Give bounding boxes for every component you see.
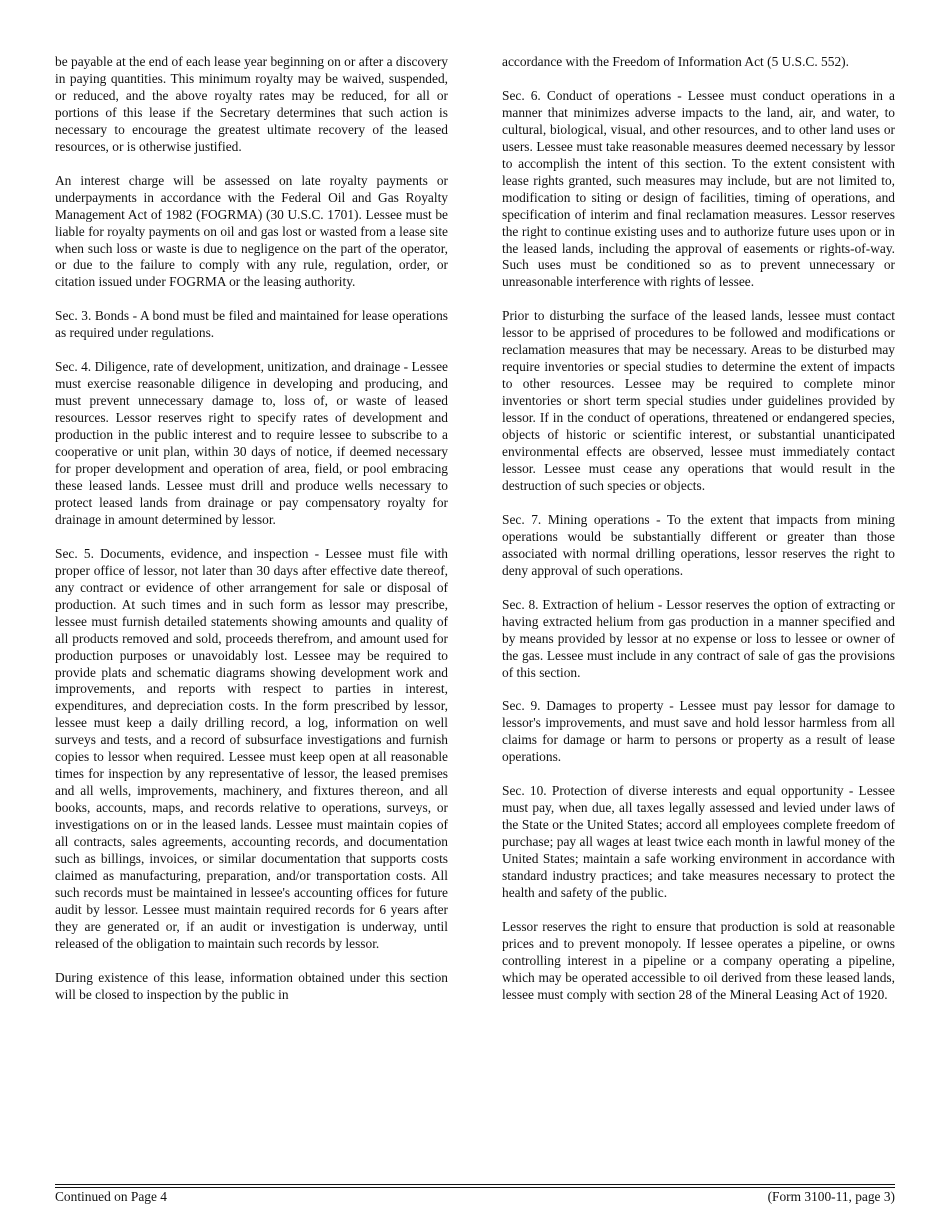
- paragraph-sec-9-damages: Sec. 9. Damages to property - Lessee must pay lessor for damage to lessor's improvements, and must save and hold lessor harmless from all claims for damage or harm to persons or property as a result of lease operations.: [502, 698, 895, 765]
- paragraph-pipeline-monopoly: Lessor reserves the right to ensure that production is sold at reasonable prices and to prevent monopoly. If lessee operates a pipeline, or owns controlling interest in a pipeline or a company operating a pipeline, which may be operated accessible to oil derived from these leased lands, lessee must comply with section 28 of the Mineral Leasing Act of 1920.: [502, 918, 895, 1002]
- paragraph-interest-charge: An interest charge will be assessed on late royalty payments or underpayments in accordance with the Federal Oil and Gas Royalty Management Act of 1982 (FOGRMA) (30 U.S.C. 1701). Lessee must be liable for royalty payments on oil and gas lost or wasted from a lease site when such loss or waste is due to negligence on the part of the operator, or due to the failure to comply with any rule, regulation, order, or citation issued under FOGRMA or the leasing authority.: [55, 172, 448, 290]
- paragraph-sec-10-protection: Sec. 10. Protection of diverse interests and equal opportunity - Lessee must pay, when due, all taxes legally assessed and levied under laws of the State or the United States; accord all employees complete freedom of purchase; pay all wages at least twice each month in lawful money of the United States; maintain a safe working environment in accordance with standard industry practices; and take measures necessary to protect the health and safety of the public.: [502, 783, 895, 900]
- right-text-column: [502, 54, 895, 1004]
- paragraph-sec-5-documents: Sec. 5. Documents, evidence, and inspection - Lessee must file with proper office of lessor, not later than 30 days after effective date thereof, any contract or evidence of other arrangement for sale or disposal of production. At such times and in such form as lessor may prescribe, lessee must furnish detailed statements showing amounts and quality of all products removed and sold, proceeds therefrom, and amount used for production purposes or unavoidably lost. Lessee may be required to provide plats and schematic diagrams showing development work and improvements, and reports with respect to parties in interest, expenditures, and depreciation costs. In the form prescribed by lessor, lessee must keep a daily drilling record, a log, information on well surveys and tests, and a record of subsurface investigations and furnish copies to lessor when required. Lessee must keep open at all reasonable times for inspection by any representative of lessor, the leased premises and all wells, improvements, machinery, and fixtures thereon, and all books, accounts, maps, and records relative to operations, surveys, or investigations on or in the leased lands. Lessee must maintain copies of all contracts, sales agreements, accounting records, and documentation such as billings, invoices, or similar documentation that supports costs claimed as manufacturing, preparation, and/or transportation costs. All such records must be maintained in lessee's accounting offices for future audit by lessor. Lessee must maintain required records for 6 years after they are generated or, if an audit or investigation is underway, until released of the obligation to maintain such records by lessor.: [55, 545, 448, 951]
- paragraph-surface-disturbance: Prior to disturbing the surface of the leased lands, lessee must contact lessor to be apprised of procedures to be followed and modifications or reclamation measures that may be necessary. Areas to be disturbed may require inventories or special studies to determine the extent of impacts to other resources. Lessee may be required to complete minor inventories or short term special studies under guidelines provided by lessor. If in the conduct of operations, threatened or endangered species, objects of historic or scientific interest, or substantial unanticipated environmental effects are observed, lessee must immediately contact lessor. Lessee must cease any operations that would result in the destruction of such species or objects.: [502, 308, 895, 493]
- paragraph-foia-continuation: accordance with the Freedom of Information Act (5 U.S.C. 552).: [502, 54, 849, 69]
- paragraph-information-closed: During existence of this lease, information obtained under this section will be closed to inspection by the public in: [55, 969, 448, 1002]
- paragraph-sec-4-diligence: Sec. 4. Diligence, rate of development, unitization, and drainage - Lessee must exercise reasonable diligence in developing and producing, and must prevent unnecessary damage to, loss of, or waste of leased resources. Lessor reserves right to specify rates of development and production in the public interest and to require lessee to subscribe to a cooperative or unit plan, within 30 days of notice, if deemed necessary for proper development and operation of area, field, or pool embracing these leased lands. Lessee must drill and produce wells necessary to protect leased lands from drainage or pay compensatory royalty for drainage in amount determined by lessor.: [55, 359, 448, 527]
- paragraph-sec-6-conduct: Sec. 6. Conduct of operations - Lessee must conduct operations in a manner that minimizes adverse impacts to the land, air, and water, to cultural, biological, visual, and other resources, and to other land uses or users. Lessee must take reasonable measures deemed necessary by lessor to accomplish the intent of this section. To the extent consistent with lease rights granted, such measures may include, but are not limited to, modification to siting or design of facilities, timing of operations, and specification of interim and final reclamation measures. Lessor reserves the right to continue existing uses and to authorize future uses upon or in the leased lands, including the approval of easements or rights-of-way. Such uses must be conditioned so as to prevent unnecessary or unreasonable interference with rights of lessee.: [502, 87, 895, 290]
- paragraph-sec-8-helium: Sec. 8. Extraction of helium - Lessor reserves the option of extracting or having extracted helium from gas production in a manner specified and by means provided by lessor at no expense or loss to lessee or owner of the gas. Lessee must include in any contract of sale of gas the provisions of this section.: [502, 596, 895, 680]
- left-text-column: [55, 54, 448, 1004]
- footer-form-id: (Form 3100-11, page 3): [767, 1189, 895, 1204]
- paragraph-sec-7-mining: Sec. 7. Mining operations - To the extent that impacts from mining operations would be substantially different or greater than those associated with normal drilling operations, lessor reserves the right to deny approval of such operations.: [502, 511, 895, 578]
- paragraph-sec-3-bonds: Sec. 3. Bonds - A bond must be filed and maintained for lease operations as required under regulations.: [55, 308, 448, 341]
- footer-rule-top: [55, 1184, 895, 1185]
- paragraph-minimum-royalty: be payable at the end of each lease year beginning on or after a discovery in paying quantities. This minimum royalty may be waived, suspended, or reduced, and the above royalty rates may be reduced, for all or portions of this lease if the Secretary determines that such action is necessary to encourage the greatest ultimate recovery of the leased resources, or is otherwise justified.: [55, 54, 448, 154]
- footer-continued-note: Continued on Page 4: [55, 1189, 167, 1204]
